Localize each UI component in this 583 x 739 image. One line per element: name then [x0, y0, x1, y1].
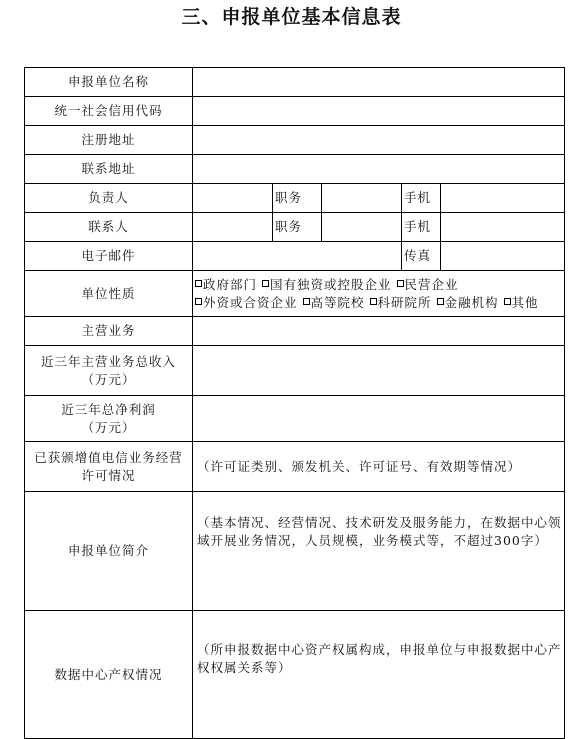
checkbox-icon [370, 298, 377, 305]
ownership-label: 数据中心产权情况 [25, 611, 193, 739]
table-row [25, 611, 565, 739]
table-row [25, 346, 565, 396]
table-row [25, 213, 565, 242]
nature-option[interactable]: 国有独资或控股企业 [262, 277, 392, 292]
ownership-note: （所申报数据中心资产权属构成，申报单位与申报数据中心产权权属关系等） [197, 642, 562, 675]
principal-post-label: 职务 [273, 184, 322, 213]
contact-mobile-field[interactable] [441, 213, 565, 242]
contact-address-label: 联系地址 [25, 155, 193, 184]
checkbox-icon [262, 280, 269, 287]
checkbox-icon [303, 298, 310, 305]
fax-label: 传真 [402, 242, 441, 271]
nature-option[interactable]: 高等院校 [303, 295, 365, 310]
contact-post-label: 职务 [273, 213, 322, 242]
reg-address-label: 注册地址 [25, 126, 193, 155]
intro-label: 申报单位简介 [25, 492, 193, 611]
email-field[interactable] [193, 242, 402, 271]
license-label: 已获颁增值电信业务经营 许可情况 [25, 442, 193, 492]
principal-mobile-field[interactable] [441, 184, 565, 213]
revenue-field[interactable] [193, 346, 565, 396]
table-row [25, 242, 565, 271]
profit-field[interactable] [193, 396, 565, 442]
table-row [25, 442, 565, 492]
contact-address-field[interactable] [193, 155, 565, 184]
reg-address-field[interactable] [193, 126, 565, 155]
basic-info-table [24, 67, 565, 739]
principal-post-field[interactable] [322, 184, 402, 213]
table-row [25, 126, 565, 155]
nature-option[interactable]: 科研院所 [370, 295, 432, 310]
name-label: 申报单位名称 [25, 68, 193, 97]
license-note: （许可证类别、颁发机关、许可证号、有效期等情况） [197, 458, 522, 474]
nature-label: 单位性质 [25, 271, 193, 317]
contact-post-field[interactable] [322, 213, 402, 242]
table-row [25, 492, 565, 611]
intro-note: （基本情况、经营情况、技术研发及服务能力，在数据中心领域开展业务情况，人员规模，业务模式等，不超过300字） [197, 515, 562, 548]
table-row [25, 184, 565, 213]
table-row [25, 97, 565, 126]
nature-option[interactable]: 民营企业 [397, 277, 459, 292]
nature-option[interactable]: 外资或合资企业 [195, 295, 298, 310]
checkbox-icon [195, 280, 202, 287]
contact-person-field[interactable] [193, 213, 273, 242]
checkbox-icon [195, 298, 202, 305]
contact-person-label: 联系人 [25, 213, 193, 242]
checkbox-icon [504, 298, 511, 305]
checkbox-icon [437, 298, 444, 305]
principal-label: 负责人 [25, 184, 193, 213]
nature-options [193, 271, 565, 317]
credit-code-field[interactable] [193, 97, 565, 126]
table-row [25, 68, 565, 97]
main-business-label: 主营业务 [25, 317, 193, 346]
page-title: 三、申报单位基本信息表 [181, 6, 402, 28]
profit-label: 近三年总净利润 （万元） [25, 396, 193, 442]
principal-field[interactable] [193, 184, 273, 213]
checkbox-icon [397, 280, 404, 287]
nature-option[interactable]: 金融机构 [437, 295, 499, 310]
table-row [25, 396, 565, 442]
principal-mobile-label: 手机 [402, 184, 441, 213]
name-field[interactable] [193, 68, 565, 97]
license-field[interactable] [193, 442, 565, 492]
revenue-label: 近三年主营业务总收入 （万元） [25, 346, 193, 396]
fax-field[interactable] [441, 242, 565, 271]
credit-code-label: 统一社会信用代码 [25, 97, 193, 126]
intro-field[interactable] [193, 492, 565, 611]
nature-option[interactable]: 政府部门 [195, 277, 257, 292]
table-row [25, 271, 565, 317]
contact-mobile-label: 手机 [402, 213, 441, 242]
main-business-field[interactable] [193, 317, 565, 346]
email-label: 电子邮件 [25, 242, 193, 271]
table-row [25, 317, 565, 346]
ownership-field[interactable] [193, 611, 565, 739]
nature-option[interactable]: 其他 [504, 295, 539, 310]
table-row [25, 155, 565, 184]
